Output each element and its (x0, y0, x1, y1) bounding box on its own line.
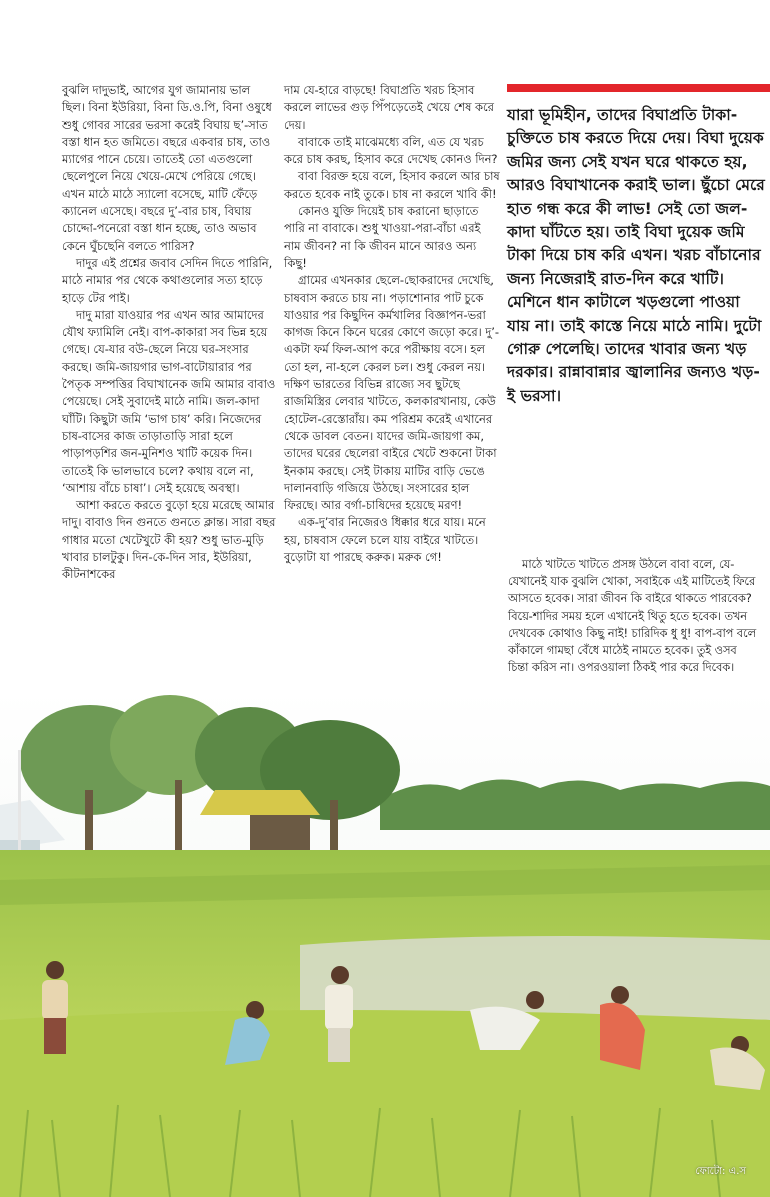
paragraph: কোনও যুক্তি দিয়েই চাষ করানো ছাড়াতে পারি না বাবাকে। শুধু খাওয়া-পরা-বাঁচা এরই নাম জীবন? না কি জীবন মানে আরও অন্য কিছু! (284, 204, 481, 270)
pull-quote: যারা ভূমিহীন, তাদের বিঘাপ্রতি টাকা-চুক্তিতে চাষ করতে দিয়ে দেয়। বিঘা দুয়েক জমির জন্য সেই যখন ঘরে থাকতে হয়, আরও বিঘাখানেক করাই ভাল। ছুঁচো মেরে হাত গন্ধ করে কী লাভ! সেই তো জল-কাদা ঘাঁটতে হয়। তাই বিঘা দুয়েক জমি টাকা দিয়ে চাষ করি এখন। খরচ বাঁচানোর জন্য নিজেরাই রাত-দিন করে খাটি। মেশিনে ধান কাটালে খড়গুলো পাওয়া যায় না। তাই কাস্তে নিয়ে মাঠে নামি। দুটো গোরু পেলেছি। তাদের খাবার জন্য খড় দরকার। রান্নাবান্নার জ্বালানির জন্যও খড়-ই ভরসা। (507, 106, 765, 405)
paddy-field-illustration (0, 690, 770, 1197)
paragraph: বাবাকে তাই মাঝেমধ্যে বলি, এত যে খরচ করে চাষ করছ, হিসাব করে দেখেছ কোনও দিন? (284, 134, 498, 167)
paragraph: দাদুর এই প্রশ্নের জবাব সেদিন দিতে পারিনি, মাঠে নামার পর থেকে কথাগুলোর সত্য হাড়ে হাড়ে টের পাই। (62, 255, 273, 305)
paddy-field-photo (0, 690, 770, 1197)
article-column-1 (62, 82, 276, 584)
article-column-3 (508, 556, 758, 676)
paragraph: গ্রামের এখনকার ছেলে-ছোকরাদের দেখেছি, চাষবাস করতে চায় না। পড়াশোনার পাট চুকে যাওয়ার পর কিছুদিন কর্মখালির বিজ্ঞাপন-ভরা কাগজ কিনে কিনে ঘরের কোণে জড়ো করে। দু’-একটা ফর্ম ফিল-আপ করে পরীক্ষায় বসে। হল তো হল, না-হলে কেরল চল। শুধু কেরল নয়। দক্ষিণ ভারতের বিভিন্ন রাজ্যে সব ছুটছে রাজমিস্ত্রির লেবার খাটতে, কলকারখানায়, কেউ হোটেল-রেস্তোরাঁয়। কম পরিশ্রম করেই এখানের থেকে ডাবল বেতন। যাদের জমি-জায়গা কম, তাদের ঘরের ছেলেরা বাইরে খেটে শুকনো টাকা ইনকাম করছে। সেই টাকায় মাটির বাড়ি ভেঙে দালানবাড়ি গজিয়ে উঠছে। সংসারের হাল ফিরছে। আর বর্গা-চাষিদের হয়েছে মরণ! (284, 273, 499, 513)
paragraph: বাবা বিরক্ত হয়ে বলে, হিসাব করলে আর চাষ করতে হবেক নাই তুকে। চাষ না করলে খাবি কী! (284, 169, 500, 201)
pull-quote-rule (507, 84, 770, 92)
paragraph: আশা করতে করতে বুড়ো হয়ে মরেছে আমার দাদু। বাবাও দিন গুনতে গুনতে ক্লান্ত। সারা বছর গাধার মতো খেটেখুটে কী হয়? শুধু ভাত-মুড়ি খাবার চালটুকু। দিন-কে-দিন সার, ইউরিয়া, কীটনাশকের (62, 498, 276, 582)
paragraph: মাঠে খাটতে খাটতে প্রসঙ্গ উঠলে বাবা বলে, যে-যেখানেই যাক বুঝলি খোকা, সবাইকে এই মাটিতেই ফিরে আসতে হবেক। সারা জীবন কি বাইরে থাকতে পারবেক? বিয়ে-শাদির সময় হলে এখানেই থিতু হতে হবেক। তখন দেখবেক কোথাও কিছু নাই! চারিদিক ধু ধু! বাপ-বাপ বলে কাঁকালে গামছা বেঁধে মাঠেই নামতে হবেক। তুই ওসব চিন্তা করিস না। ওপরওয়ালা ঠিকই পার করে দিবেক। (508, 557, 757, 675)
photo-credit: ফোটো: এ.স (695, 1166, 746, 1177)
paragraph: বুঝলি দাদুভাই, আগের যুগ জামানায় ভাল ছিল। বিনা ইউরিয়া, বিনা ডি.ও.পি, বিনা ওষুধে শুধু গোবর সারের ভরসা করেই বিঘায় ছ’-সাত বস্তা ধান হত জমিতে। বছরে একবার চাষ, তাও ম্যাগের পানে চেয়ে। তাতেই তো এতগুলো ছেলেপুলে নিয়ে খেয়ে-মেখে পেরিয়ে গেছে। এখন মাঠে মাঠে স্যালো বসেছে, মাটি ফেঁড়ে ক্যানেল এসেছে। বছরে দু’-বার চাষ, বিঘায় চোদ্দো-পনেরো বস্তা ধান হচ্ছে, তাও অভাব কেনে ঘুঁচছেনি বলতে পারিস? (62, 83, 272, 253)
paragraph: দাদু মারা যাওয়ার পর এখন আর আমাদের যৌথ ফ্যামিলি নেই। বাপ-কাকারা সব ভিন্ন হয়ে গেছে। যে-যার বউ-ছেলে নিয়ে ঘর-সংসার করছে। জমি-জায়গার ভাগ-বাটোয়ারার পর পৈতৃক সম্পত্তির বিঘাখানেক জমি আমার বাবাও পেয়েছে। সেই সুবাদেই মাঠে নামি। জল-কাদা ঘাঁটি। কিছুটা জমি ‘ভাগ চাষ’ করি। নিজেদের চাষ-বাসের কাজ তাড়াতাড়ি সারা হলে পাড়াপড়শির জন-মুনিশও খাটি কয়েক দিন। তাতেই কি ভালভাবে চলে? কথায় বলে না, ‘আশায় বাঁচে চাষা’। সেই হয়েছে অবস্থা। (62, 307, 276, 495)
paragraph: দাম যে-হারে বাড়ছে! বিঘাপ্রতি খরচ হিসাব করলে লাভের গুড় পিঁপড়েতেই খেয়ে শেষ করে দেয়। (284, 83, 494, 132)
article-column-2 (284, 82, 500, 566)
paragraph: এক-দু’বার নিজেরও ধিক্কার ধরে যায়। মনে হয়, চাষবাস ফেলে চলে যায় বাইরে খাটতে। বুড়োটা যা পারছে করুক। মরুক গে! (284, 515, 486, 565)
